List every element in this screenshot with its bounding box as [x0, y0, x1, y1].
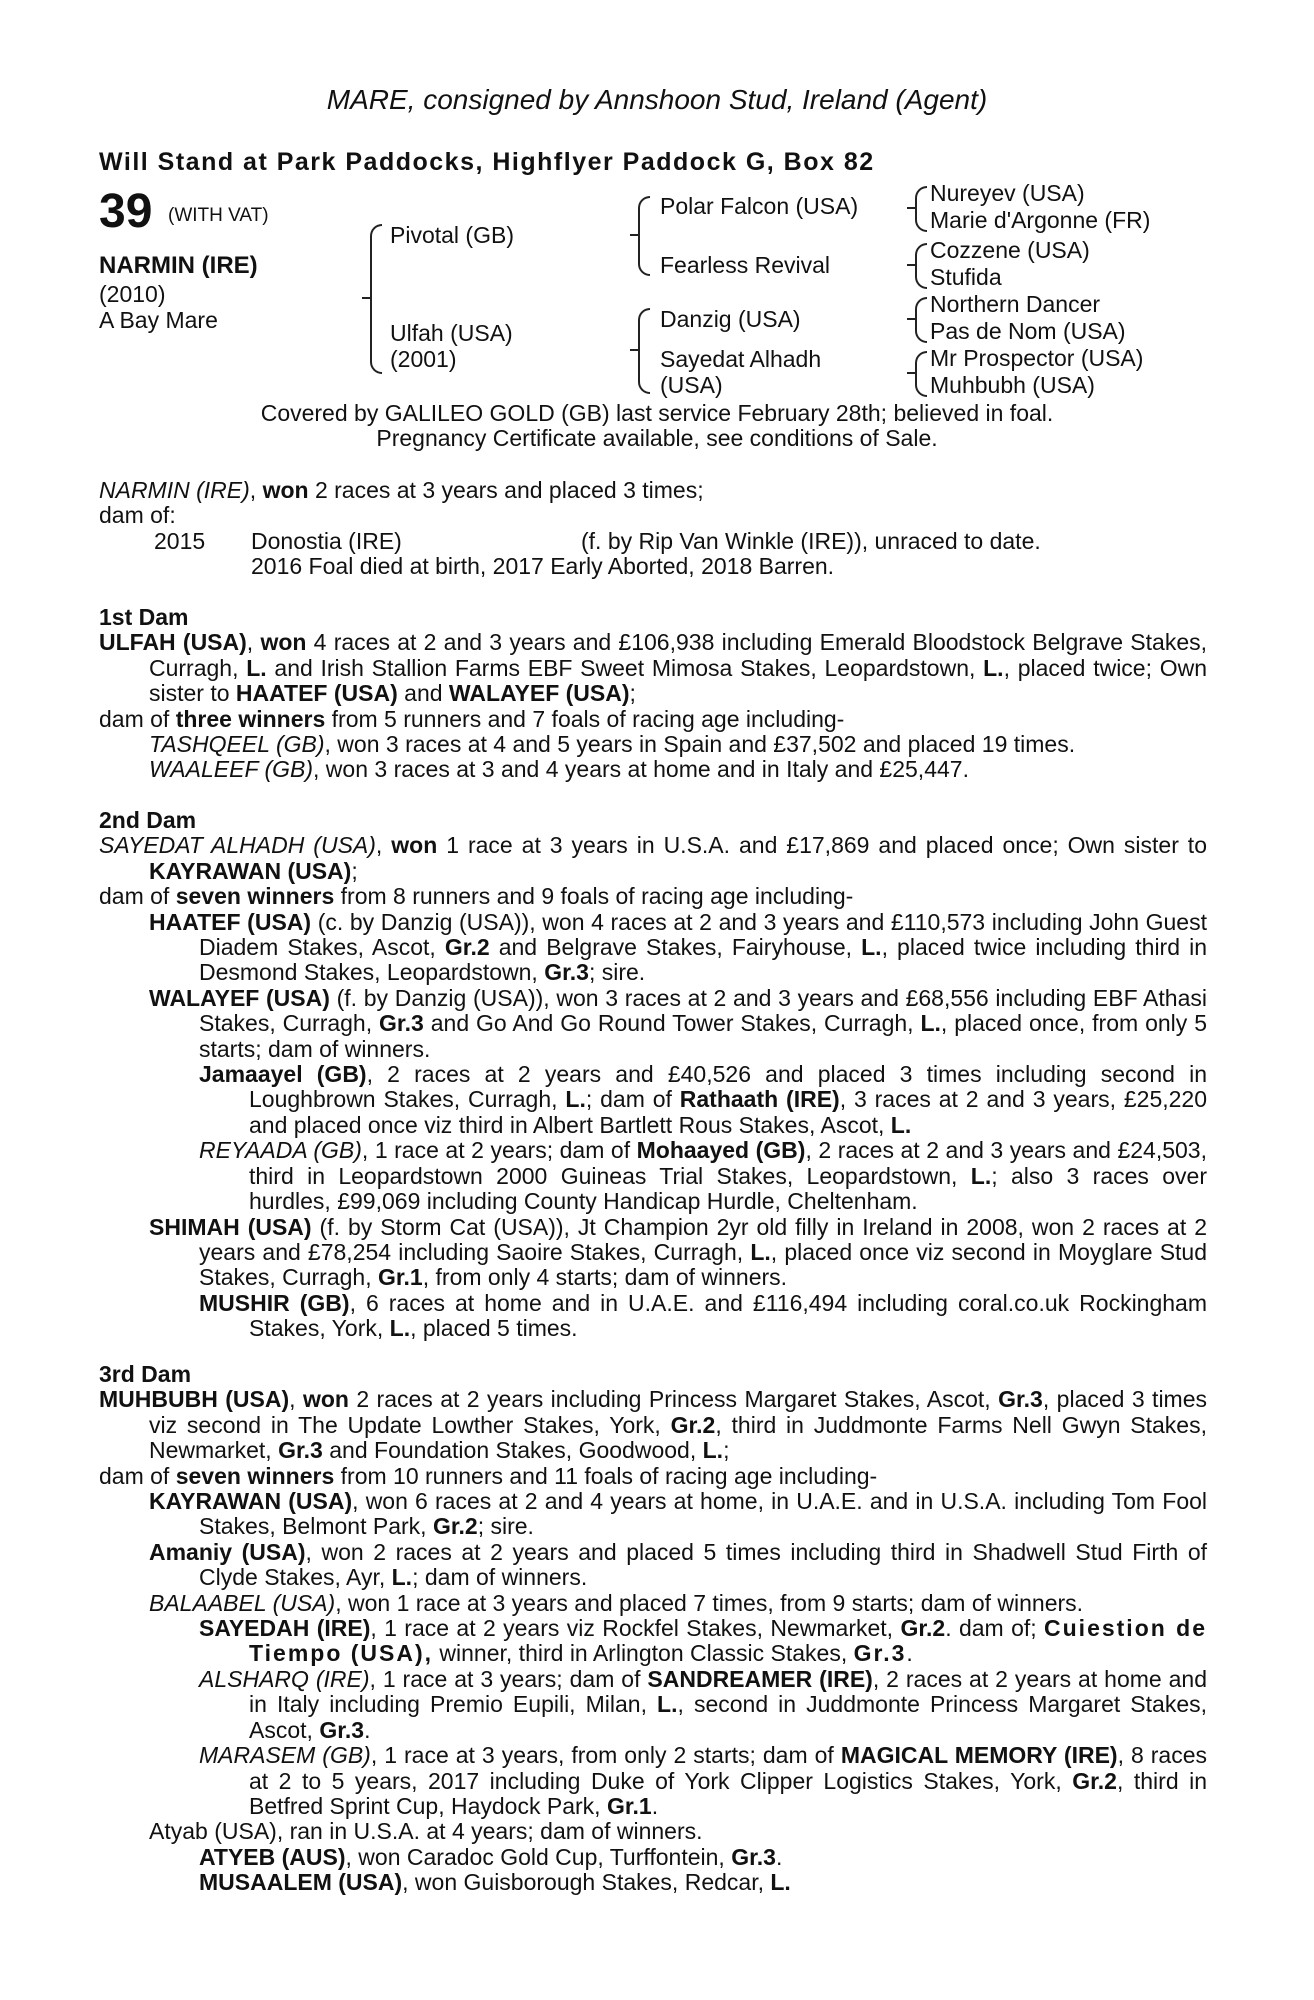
pedigree-sss: Nureyev (USA) [930, 180, 1085, 206]
pedigree-ssd: Marie d'Argonne (FR) [930, 207, 1151, 233]
pedigree-brace-dd [915, 351, 927, 397]
pedigree-brace-main [370, 224, 382, 374]
pedigree-brace-main-mid [362, 297, 370, 299]
pedigree-sdd: Stufida [930, 264, 1002, 290]
intro-later-years: 2016 Foal died at birth, 2017 Early Aborted, 2018 Barren. [251, 553, 835, 580]
pedigree-brace-sd [915, 243, 927, 289]
pedigree-dam: Ulfah (USA) [390, 320, 513, 346]
pedigree-brace-ds [915, 297, 927, 343]
page-title: MARE, consigned by Annshoon Stud, Ireland (Agent) [326, 84, 988, 115]
pedigree-brace-ds-mid [907, 318, 915, 320]
intro-dam-of: dam of: [99, 502, 176, 529]
second-dam-name: SAYEDAT ALHADH (USA) [99, 832, 376, 859]
pedigree-dam-dam: Sayedat Alhadh [660, 346, 822, 372]
lot-vat-label: (WITH VAT) [168, 205, 269, 226]
first-dam-heading: 1st Dam [99, 604, 189, 630]
pedigree-brace-sire [638, 196, 650, 276]
pregnancy-line: Pregnancy Certificate available, see conditions of Sale. [376, 425, 938, 451]
intro-horse-name: NARMIN (IRE) [99, 477, 250, 503]
first-dam-section: 1st Dam ULFAH (USA), won 4 races at 2 and 3 years and £106,938 including Emerald Bloodstock Belgrave Stakes, Curragh, L. and Irish Stallion Farms EBF Sweet Mimosa Stakes, Leopardstown, L., placed twice; Own sister to HAATEF (USA) and WALAYEF (USA); dam of three winners from 5 runners and 7 foals of racing age including- TASHQEEL (GB), won 3 races at 4 and 5 years in Spain and £37,502 and placed 19 times. WAALEEF (GB), won 3 races at 3 and 4 years at home and in Italy and £25,447. [99, 604, 1208, 783]
first-dam-name: ULFAH (USA) [99, 629, 247, 656]
pedigree-dsd: Pas de Nom (USA) [930, 318, 1126, 344]
pedigree-sire: Pivotal (GB) [390, 222, 514, 248]
pedigree-brace-dam-mid [630, 349, 638, 351]
second-dam-heading: 2nd Dam [99, 807, 197, 833]
pedigree-dds: Mr Prospector (USA) [930, 345, 1144, 371]
pedigree-dam-sire: Danzig (USA) [660, 306, 801, 332]
second-dam-section: 2nd Dam SAYEDAT ALHADH (USA), won 1 race at 3 years in U.S.A. and £17,869 and placed once; Own sister to KAYRAWAN (USA); dam of seven winners from 8 runners and 9 foals of racing age including- HAATEF (USA) (c. by Danzig (USA)), won 4 races at 2 and 3 years and £110,573 including John Guest Diadem Stakes, Ascot, Gr.2 and Belgrave Stakes, Fairyhouse, L., placed twice including third in Desmond Stakes, Leopardstown, Gr.3; sire. WALAYEF (USA) (f. by Danzig (USA)), won 3 races at 2 and 3 years and £68,556 including EBF Athasi Stakes, Curragh, Gr.3 and Go And Go Round Tower Stakes, Curragh, L., placed once, from only 5 starts; dam of winners. Jamaayel (GB), 2 races at 2 years and £40,526 and placed 3 times including second in Loughbrown Stakes, Curragh, L.; dam of Rathaath (IRE), 3 races at 2 and 3 years, £25,220 and placed once viz third in Albert Bartlett Rous Stakes, Ascot, L. REYAADA (GB), 1 race at 2 years; dam of Mohaayed (GB), 2 races at 2 and 3 years and £24,503, third in Leopardstown 2000 Guineas Trial Stakes, Leopardstown, L.; also 3 races over hurdles, £99,069 including County Handicap Hurdle, Cheltenham. SHIMAH (USA) (f. by Storm Cat (USA)), Jt Champion 2yr old filly in Ireland in 2008, won 2 races at 2 years and £78,254 including Saoire Stakes, Curragh, L., placed once viz second in Moyglare Stud Stakes, Curragh, Gr.1, from only 4 starts; dam of winners. MUSHIR (GB), 6 races at home and in U.A.E. and £116,494 including coral.co.uk Rockingham Stakes, York, L., placed 5 times. [99, 807, 1208, 1342]
stand-location: Will Stand at Park Paddocks, Highflyer Paddock G, Box 82 [99, 148, 875, 176]
pedigree-brace-ss-mid [907, 207, 915, 209]
pedigree-sire-sire: Polar Falcon (USA) [660, 193, 859, 219]
pedigree-brace-sd-mid [907, 264, 915, 266]
pedigree-brace-sire-mid [630, 234, 638, 236]
produce-record: NARMIN (IRE), won 2 races at 3 years and placed 3 times; dam of: 2015 Donostia (IRE) (f. by Rip Van Winkle (IRE)), unraced to date. 2016 Foal died at birth, 2017 Early Aborted, 2018 Barren. [99, 478, 1207, 580]
pedigree-dss: Northern Dancer [930, 291, 1101, 317]
third-dam-heading: 3rd Dam [99, 1361, 192, 1387]
lot-number: 39 [99, 185, 153, 238]
pedigree-brace-dam [638, 308, 650, 394]
pedigree-dam-year: (2001) [390, 346, 457, 372]
atyab-line: Atyab (USA), ran in U.S.A. at 4 years; dam of winners. [149, 1818, 703, 1845]
horse-name: NARMIN (IRE) [99, 252, 258, 279]
pedigree-brace-dd-mid [907, 372, 915, 374]
third-dam-section: 3rd Dam MUHBUBH (USA), won 2 races at 2 years including Princess Margaret Stakes, Ascot, Gr.3, placed 3 times viz second in The Update Lowther Stakes, York, Gr.2, third in Juddmonte Farms Nell Gwyn Stakes, Newmarket, Gr.3 and Foundation Stakes, Goodwood, L.; dam of seven winners from 10 runners and 11 foals of racing age including- KAYRAWAN (USA), won 6 races at 2 and 4 years at home, in U.A.E. and in U.S.A. including Tom Fool Stakes, Belmont Park, Gr.2; sire. Amaniy (USA), won 2 races at 2 years and placed 5 times including third in Shadwell Stud Firth of Clyde Stakes, Ayr, L.; dam of winners. BALAABEL (USA), won 1 race at 3 years and placed 7 times, from 9 starts; dam of winners. SAYEDAH (IRE), 1 race at 2 years viz Rockfel Stakes, Newmarket, Gr.2. dam of; Cuiestion de Tiempo (USA), winner, third in Arlington Classic Stakes, Gr.3. ALSHARQ (IRE), 1 race at 3 years; dam of SANDREAMER (IRE), 2 races at 2 years at home and in Italy including Premio Eupili, Milan, L., second in Juddmonte Princess Margaret Stakes, Ascot, Gr.3. MARASEM (GB), 1 race at 3 years, from only 2 starts; dam of MAGICAL MEMORY (IRE), 8 races at 2 to 5 years, 2017 including Duke of York Clipper Logistics Stakes, York, Gr.2, third in Betfred Sprint Cup, Haydock Park, Gr.1. Atyab (USA), ran in U.S.A. at 4 years; dam of winners. ATYEB (AUS), won Caradoc Gold Cup, Turffontein, Gr.3. MUSAALEM (USA), won Guisborough Stakes, Redcar, L. [99, 1361, 1208, 1896]
pedigree-ddd: Muhbubh (USA) [930, 372, 1095, 398]
horse-description: A Bay Mare [99, 307, 218, 333]
pedigree-dam-dam-country: (USA) [660, 372, 723, 398]
covering-line: Covered by GALILEO GOLD (GB) last service February 28th; believed in foal. [260, 400, 1054, 426]
horse-year: (2010) [99, 281, 166, 307]
pedigree-sds: Cozzene (USA) [930, 237, 1090, 263]
pedigree-brace-ss [915, 186, 927, 232]
pedigree-sire-dam: Fearless Revival [660, 252, 830, 278]
third-dam-name: MUHBUBH (USA) [99, 1386, 290, 1413]
